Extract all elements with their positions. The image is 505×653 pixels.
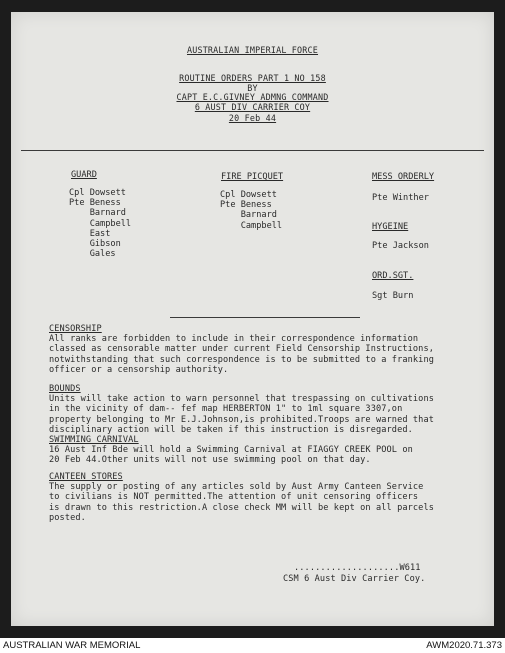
censorship-section: [49, 324, 434, 375]
archive-name: AUSTRALIAN WAR MEMORIAL: [3, 640, 141, 651]
section-line: 20 Feb 44.Other units will not use swimming pool on that day.: [49, 455, 371, 466]
section-title: BOUNDS: [49, 384, 81, 394]
orders-by: BY: [247, 83, 258, 93]
list-item: Cpl Dowsett: [69, 188, 126, 198]
force-heading: AUSTRALIAN IMPERIAL FORCE: [186, 45, 319, 55]
section-line: classed as censorable matter under current Field Censorship Instructions,: [49, 344, 434, 355]
section-title: CENSORSHIP: [49, 324, 102, 334]
mess-orderly-name: Pte Winther: [372, 193, 429, 203]
section-line: The supply or posting of any articles sold by Aust Army Canteen Service: [49, 482, 424, 493]
section-line: Units will take action to warn personnel that trespassing on cultivations: [49, 394, 434, 405]
section-line: officer or a censorship authority.: [49, 364, 229, 375]
orders-heading: ROUTINE ORDERS PART 1 NO 158: [179, 73, 326, 83]
archive-accession-number: AWM2020.71.373: [426, 640, 502, 651]
fire-picquet-title: FIRE PICQUET: [221, 172, 284, 182]
list-item: Pte Beness: [69, 198, 121, 209]
list-item: Barnard: [69, 208, 126, 219]
bounds-section: [49, 384, 434, 435]
mess-orderly-title: MESS ORDERLY: [372, 172, 435, 182]
section-line: in the vicinity of dam-- fef map HERBERTON 1" to 1ml square 3307,on: [49, 404, 403, 415]
list-item: Pte Beness: [220, 200, 272, 211]
list-item: Campbell: [220, 220, 283, 231]
section-line: disciplinary action will be taken if this instruction is disregarded.: [49, 424, 413, 435]
swimming-section: [49, 435, 413, 466]
list-item: East: [69, 228, 111, 239]
canteen-section: [49, 472, 434, 523]
section-line: to civilians is NOT permitted.The attention of unit censoring officers: [49, 492, 419, 503]
section-title: CANTEEN STORES: [49, 472, 123, 482]
section-line: posted.: [49, 512, 86, 523]
ord-sgt-name: Sgt Burn: [372, 291, 414, 301]
section-line: All ranks are forbidden to include in their correspondence information: [49, 334, 419, 345]
list-item: Gales: [69, 249, 116, 260]
list-item: Cpl Dowsett: [220, 190, 277, 200]
commander-line: CAPT E.C.GIVNEY ADMNG COMMAND: [176, 92, 329, 102]
hygeine-title: HYGEINE: [372, 222, 409, 232]
section-title: SWIMMING CARNIVAL: [49, 435, 139, 445]
date-line: 20 Feb 44: [228, 113, 277, 123]
archive-footer: [0, 638, 505, 653]
header-divider: [21, 150, 484, 151]
hygeine-name: Pte Jackson: [372, 241, 429, 251]
unit-line: 6 AUST DIV CARRIER COY: [194, 102, 311, 112]
section-line: is drawn to this restriction.A close check MM will be kept on all parcels: [49, 502, 434, 513]
guard-title: GUARD: [71, 170, 97, 180]
duties-divider: [170, 317, 360, 318]
signature-line: ....................W611: [294, 563, 421, 573]
section-line: 16 Aust Inf Bde will hold a Swimming Carnival at FIAGGY CREEK POOL on: [49, 445, 413, 456]
guard-list: [69, 188, 131, 259]
list-item: Gibson: [69, 239, 121, 250]
list-item: Campbell: [69, 218, 132, 229]
section-line: property belonging to Mr E.J.Johnson,is prohibited.Troops are warned that: [49, 414, 434, 425]
section-line: notwithstanding that such correspondence is to be submitted to a franking: [49, 354, 434, 365]
list-item: Barnard: [220, 210, 277, 221]
signature-title: CSM 6 Aust Div Carrier Coy.: [283, 574, 426, 584]
fire-picquet-list: [220, 190, 282, 231]
document-page: [11, 12, 494, 626]
ord-sgt-title: ORD.SGT.: [372, 271, 414, 281]
